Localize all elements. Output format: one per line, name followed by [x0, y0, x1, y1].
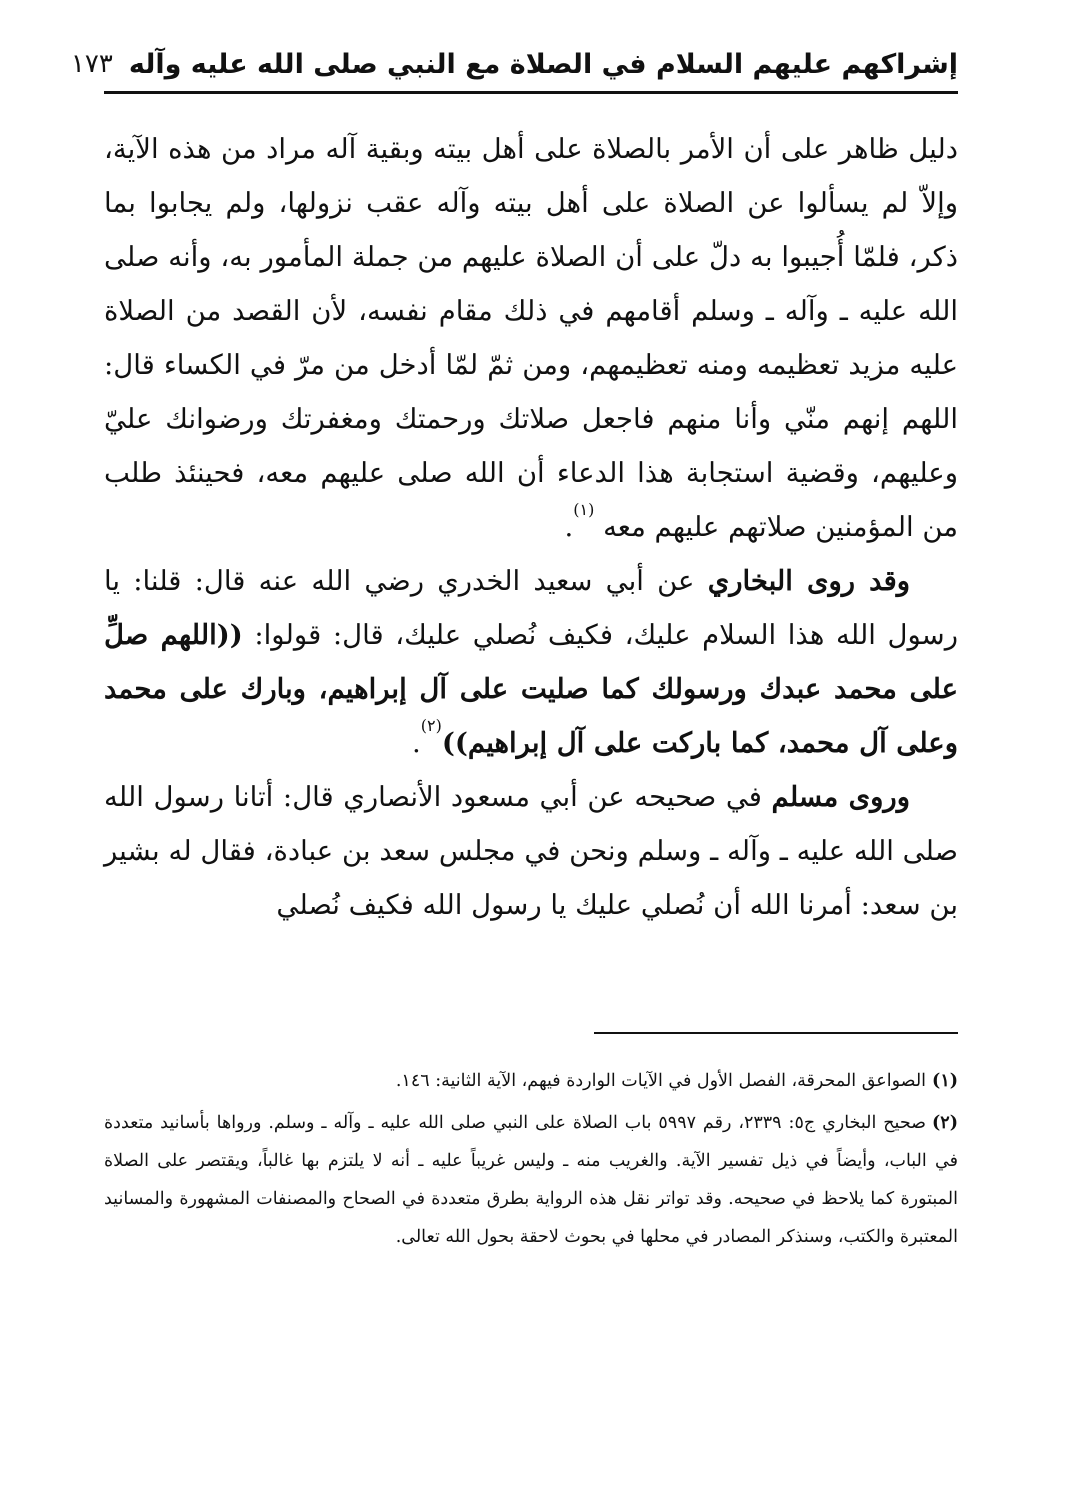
footnote-2-text: صحيح البخاري ج٥: ٢٣٣٩، رقم ٥٩٩٧ باب الصلاة على النبي صلى الله عليه ـ وآله ـ وسلم. ورواها بأسانيد متعددة في الباب، وأيضاً في ذيل تفسير الآية. والغريب منه ـ وليس غريباً عليه ـ أنه لا يلتزم بها غالباً، ويقتصر على الصلاة المبتورة كما يلاحظ في صحيحه. وقد تواتر نقل هذه الرواية بطرق متعددة في الصحاح والمصنفات المشهورة والمسانيد المعتبرة والكتب، وسنذكر المصادر في محلها في بحوث لاحقة بحول الله تعالى. — [104, 1113, 958, 1247]
footnote-ref-1[interactable]: (١) — [573, 500, 595, 519]
running-header — [70, 40, 958, 88]
footnote-2-number: (٢) — [932, 1113, 958, 1133]
header-title: إشراكهم عليهم السلام في الصلاة مع النبي صلى الله عليه وآله — [128, 48, 958, 80]
footnote-separator — [594, 1032, 958, 1034]
paragraph-2-text: عن أبي سعيد الخدري رضي الله عنه قال: قلنا: يا رسول الله هذا السلام عليك، فكيف نُصلي عليك، قال: قولوا: — [104, 565, 958, 651]
main-text — [104, 122, 958, 932]
footnote-2 — [104, 1104, 958, 1256]
footnote-ref-2[interactable]: (٢) — [420, 716, 442, 735]
page-number: ١٧٣ — [70, 49, 113, 79]
paragraph-1: دليل ظاهر على أن الأمر بالصلاة على أهل بيته وبقية آله مراد من هذه الآية، وإلاّ لم يسألوا عن الصلاة على أهل بيته وآله عقب نزولها، ولم يجابوا بما ذكر، فلمّا أُجيبوا به دلّ على أن الصلاة عليهم من جملة المأمور به، وأنه صلى الله عليه ـ وآله ـ وسلم أقامهم في ذلك مقام نفسه، لأن القصد من الصلاة عليه مزيد تعظيمه ومنه تعظيمهم، ومن ثمّ لمّا أدخل من مرّ في الكساء قال: اللهم إنهم منّي وأنا منهم فاجعل صلاتك ورحمتك ومغفرتك ورضوانك عليّ وعليهم، وقضية استجابة هذا الدعاء أن الله صلى عليهم معه، فحينئذ طلب من المؤمنين صلاتهم عليهم معه $^{(١)}$. — [104, 133, 958, 543]
footnote-1-text: الصواعق المحرقة، الفصل الأول في الآيات الواردة فيهم، الآية الثانية: ١٤٦. — [395, 1071, 927, 1091]
paragraph-2: وقد روى البخاري عن أبي سعيد الخدري رضي الله عنه قال: قلنا: يا رسول الله هذا السلام عليك، فكيف نُصلي عليك، قال: قولوا: ((اللهم صلِّ على محمد عبدك ورسولك كما صليت على آل إبراهيم، وبارك على محمد وعلى آل محمد، كما باركت على آل إبراهيم))$^{(٢)}$. — [104, 565, 958, 759]
paragraph-3-text: في صحيحه عن أبي مسعود الأنصاري قال: أتانا رسول الله صلى الله عليه ـ وآله ـ وسلم ونحن في مجلس سعد بن عبادة، فقال له بشير بن سعد: أمرنا الله أن نُصلي عليك يا رسول الله فكيف نُصلي — [104, 781, 958, 921]
footnotes — [104, 1062, 958, 1260]
header-rule — [104, 91, 958, 94]
paragraph-3 — [104, 770, 958, 932]
paragraph-2-lead: وقد روى البخاري — [707, 565, 910, 597]
paragraph-3-lead: وروى مسلم — [771, 781, 910, 813]
footnote-1 — [104, 1062, 958, 1100]
paragraph-1-text: دليل ظاهر على أن الأمر بالصلاة على أهل بيته وبقية آله مراد من هذه الآية، وإلاّ لم يسألوا عن الصلاة على أهل بيته وآله عقب نزولها، ولم يجابوا بما ذكر، فلمّا أُجيبوا به دلّ على أن الصلاة عليهم من جملة المأمور به، وأنه صلى الله عليه ـ وآله ـ وسلم أقامهم في ذلك مقام نفسه، لأن القصد من الصلاة عليه مزيد تعظيمه ومنه تعظيمهم، ومن ثمّ لمّا أدخل من مرّ في الكساء قال: اللهم إنهم منّي وأنا منهم فاجعل صلاتك ورحمتك ومغفرتك ورضوانك عليّ وعليهم، وقضية استجابة هذا الدعاء أن الله صلى عليهم معه، فحينئذ طلب من المؤمنين صلاتهم عليهم معه — [104, 133, 958, 543]
paragraph-2-quote: ((اللهم صلِّ على محمد عبدك ورسولك كما صليت على آل إبراهيم، وبارك على محمد وعلى آل محمد، كما باركت على آل إبراهيم)) — [104, 619, 958, 759]
footnote-1-number: (١) — [932, 1071, 958, 1091]
